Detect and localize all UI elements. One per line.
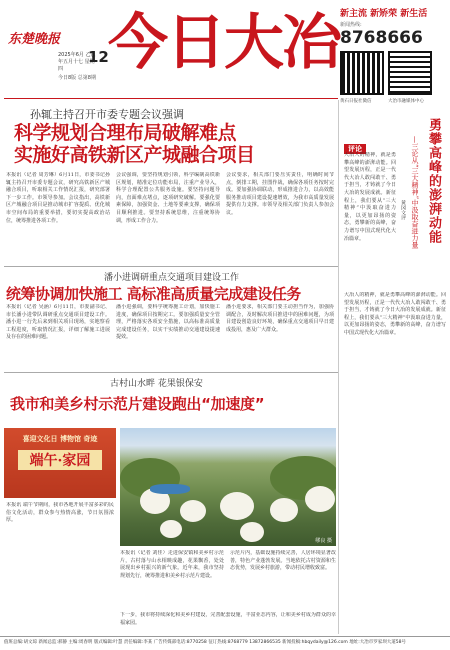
third-kicker: 古村山水畔 花果银保安 (110, 379, 203, 389)
third-body-col1: 本报讯（记者 刘佳）走进保安镇和美乡村示范片，古村落与山水相映成趣，花果飘香，处处展现出乡村振兴的新气象。近年来，我市坚持规划先行，统筹推进和美乡村示范片建设。 (120, 550, 224, 579)
masthead-title: 今日大冶 (108, 8, 340, 78)
second-body-col3: 潘小进要求，相关部门要主动担当作为，加强协调配合，及时解决项目推进中的困难问题，为项目建设创造良好环境，确保重点交通项目早日建成投用，惠及广大群众。 (226, 304, 334, 333)
section-divider (4, 266, 338, 267)
third-headline: 我市和美乡村示范片建设跑出“加速度” (10, 395, 265, 413)
section-divider (4, 372, 338, 373)
commentary-author: 黄冈文评 (400, 200, 406, 220)
second-kicker: 潘小进调研重点交通项目建设工作 (104, 273, 240, 283)
second-body-col2: 潘小进强调，要科学统筹施工计划，加快施工进度，确保项目按期完工。要加强质量安全管理，严格落实各项安全措施，以高标准高质量完成建设任务，以实干实绩推动交通建设提速提效。 (116, 304, 220, 341)
second-headline: 统筹协调加快施工 高标准高质量完成建设任务 (6, 285, 301, 303)
issue-date: 2025年6月 乙巳年五月十七 星期四 (58, 52, 96, 72)
village-photo (120, 428, 336, 546)
photo-caption: 缪良 摄 (315, 538, 332, 544)
qr1-caption: 黄石日报社微信 (340, 99, 372, 104)
newspaper-logo: 东楚晚报 (8, 32, 61, 47)
header-right (340, 6, 448, 105)
commentary-tag-label: 评论 (344, 144, 366, 154)
qr-code-icon (340, 51, 384, 95)
page-count: 今日8版 总第8期 (58, 75, 96, 81)
commentary-title: 勇攀高峰的澎湃动能 (426, 118, 441, 244)
promo-big-text: 端午·家园 (18, 450, 102, 470)
lead-body-col3: 会议要求，相关部门要压实责任，明确时间节点，倒排工期，挂图作战，确保各项任务按时完成。要加强协调联动，形成推进合力，以高效能服务推动项目建设提速增效，为我市高质量发展提供有力支撑。市领导及相关部门负责人参加会议。 (226, 172, 334, 216)
third-body-col3: 下一步，我市将持续深化和美乡村建设，完善配套设施，丰富业态内容，让和美乡村成为群众的幸福家园。 (120, 612, 336, 626)
footer-credits: 值班总编:胡文琼 新闻总监:郝静 主编:周春明 版式编辑:叶慧 责任编辑:李某 广告传媒部电话:8770258 征订热线:8768779 13872866535 新闻投稿:hbqydaily@126.com 地址:大冶市罗家坝大道58号 (0, 636, 450, 650)
qr-code-icon (388, 51, 432, 95)
lead-headline-1: 科学规划合理布局破解难点 (14, 122, 237, 144)
lead-kicker: 孙辄主持召开市委专题会议强调 (30, 108, 184, 121)
lead-body-col2: 会议强调，要坚持规划引领，科学编制高铁新区规划，精准定位功能布局，注重产业导入，科学合理配置公共服务设施。要坚持问题导向，直面难点堵点，逐项研究破解。要强化要素保障，加强资金、土地等要素支撑，确保项目顺利推进。要坚持系统思维，注重统筹协调，形成工作合力。 (116, 172, 220, 224)
masthead-divider (4, 98, 338, 99)
commentary-body: 大冶人的精神，就是勇攀高峰的澎湃动能。回望发展历程，正是一代代大冶人敢闯敢干、勇于担当，才铸就了今日大冶的发展成就。新征程上，我们要从“三大精神”中汲取奋进力量，以更加昂扬的姿态，勇攀新的高峰，奋力谱写中国式现代化大冶篇章。 (344, 292, 446, 336)
qr2-caption: 大冶市融媒体中心 (388, 99, 424, 104)
promo-body: 本报讯 端午节期间，我市各地开展丰富多彩的民俗文化活动，群众参与热情高涨，节日氛围浓厚。 (6, 502, 114, 524)
commentary-body-top: 大冶人的精神，就是勇攀高峰的澎湃动能。回望发展历程，正是一代代大冶人敢闯敢干、勇于担当，才铸就了今日大冶的发展成就。新征程上，我们要从“三大精神”中汲取奋进力量，以更加昂扬的姿态，勇攀新的高峰，奋力谱写中国式现代化大冶篇章。 (344, 152, 396, 242)
slogan-links: 新主流 新矫荣 新生活 (340, 9, 428, 19)
lead-body-col1: 本报讯（记者 周芳琳）6月11日，市委书记孙辄主持召开市委专题会议，研究高铁新区产城融合项目，听取相关工作情况汇报，研究部署下一步工作。市领导参加。会议指出，高铁新区产城融合项目是推动城市扩容提质、优化城市空间布局的重要举措，要切实提高政治站位，统筹推进各项工作。 (6, 172, 110, 224)
promo-small-text: 喜迎文化日 博物馆 奇迹 (22, 435, 98, 443)
promo-banner (4, 428, 116, 498)
hotline-number: 8768666 (340, 28, 423, 48)
lead-headline-2: 实施好高铁新区产城融合项目 (14, 144, 255, 166)
third-body-col2: 示范片内，基础设施持续完善，人居环境显著改善，特色产业蓬勃发展。当地依托古村资源和生态优势，发展乡村旅游，带动村民增收致富。 (230, 550, 336, 572)
issue-number: 12 (88, 48, 109, 66)
column-divider (338, 100, 339, 634)
commentary-subtitle: —三论从“三大精神”中汲取奋进力量 (411, 136, 419, 249)
hotline-label: 新闻热线: (340, 22, 362, 28)
second-body-col1: 本报讯（记者 吴涵）6月11日，市委副书记、市长潘小进带队调研重点交通项目建设工作。潘小进一行先后来到相关项目现场，实地察看工程进度，听取情况汇报，详细了解施工进展及存在的困难问题。 (6, 304, 110, 341)
